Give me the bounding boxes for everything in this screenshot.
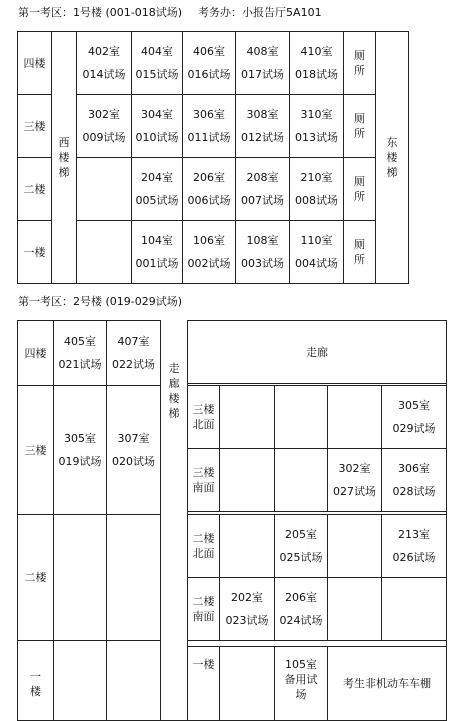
room-202: 202室 023试场	[220, 578, 275, 641]
empty-cell	[54, 515, 107, 641]
building1-table	[17, 31, 409, 284]
wing-2f-south: 二楼 南面	[188, 578, 220, 641]
empty-cell	[328, 386, 382, 449]
floor-label-4f: 四楼	[18, 321, 54, 386]
empty-cell	[275, 386, 328, 449]
zone1-title: 第一考区：1号楼 (001-018试场)	[18, 6, 183, 19]
empty-cell	[328, 515, 382, 578]
floor-label: 三楼	[18, 95, 52, 158]
wing-3f-north: 三楼 北面	[188, 386, 220, 449]
floor-label-2f: 二楼	[18, 515, 54, 641]
wing-2f-north: 二楼 北面	[188, 515, 220, 578]
room-104: 104室 001试场	[132, 221, 183, 284]
room-410: 410室 018试场	[290, 32, 344, 95]
toilet: 厕 所	[344, 158, 376, 221]
room-205: 205室 025试场	[275, 515, 328, 578]
room-206: 206室 006试场	[183, 158, 236, 221]
building2-caption: 第一考区：2号楼 (019-029试场)	[18, 295, 183, 308]
bicycle-shed: 考生非机动车车棚	[328, 647, 447, 721]
empty-cell	[54, 647, 107, 721]
toilet: 厕 所	[344, 95, 376, 158]
room-110: 110室 004试场	[290, 221, 344, 284]
room-206: 206室 024试场	[275, 578, 328, 641]
room-305: 305室 019试场	[54, 386, 107, 515]
west-stair: 西 楼 梯	[52, 32, 77, 284]
exam-office-label: 考务办：小报告厅5A101	[198, 6, 322, 19]
room-302: 302室 027试场	[328, 449, 382, 512]
floor-label-1f: 一 楼	[18, 647, 54, 721]
b1-row-4f	[18, 32, 409, 95]
building1-caption	[18, 4, 322, 20]
room-306: 306室 028试场	[382, 449, 447, 512]
room-105: 105室 备用试 场	[275, 647, 328, 721]
empty-cell	[220, 449, 275, 512]
room-108: 108室 003试场	[236, 221, 290, 284]
room-404: 404室 015试场	[132, 32, 183, 95]
empty-cell	[275, 449, 328, 512]
room-213: 213室 026试场	[382, 515, 447, 578]
floor-label-3f: 三楼	[18, 386, 54, 515]
room-407: 407室 022试场	[107, 321, 161, 386]
b1-row-1f	[18, 221, 409, 284]
wing-1f: 一楼	[188, 647, 220, 721]
empty-cell	[328, 578, 382, 641]
room-406: 406室 016试场	[183, 32, 236, 95]
empty-cell	[220, 386, 275, 449]
wing-3f-south: 三楼 南面	[188, 449, 220, 512]
empty-cell	[220, 647, 275, 721]
floor-label: 一楼	[18, 221, 52, 284]
toilet: 厕 所	[344, 221, 376, 284]
east-stair: 东 楼 梯	[376, 32, 409, 284]
b1-row-3f	[18, 95, 409, 158]
empty-cell	[77, 221, 132, 284]
room-106: 106室 002试场	[183, 221, 236, 284]
toilet: 厕 所	[344, 32, 376, 95]
empty-cell	[220, 515, 275, 578]
empty-cell	[77, 158, 132, 221]
room-208: 208室 007试场	[236, 158, 290, 221]
building2-table	[17, 320, 447, 721]
room-210: 210室 008试场	[290, 158, 344, 221]
empty-cell	[382, 578, 447, 641]
room-408: 408室 017试场	[236, 32, 290, 95]
b1-row-2f	[18, 158, 409, 221]
room-306: 306室 011试场	[183, 95, 236, 158]
floor-label: 四楼	[18, 32, 52, 95]
empty-cell	[107, 647, 161, 721]
room-307: 307室 020试场	[107, 386, 161, 515]
room-302: 302室 009试场	[77, 95, 132, 158]
room-405: 405室 021试场	[54, 321, 107, 386]
corridor: 走廊	[188, 321, 447, 384]
empty-cell	[107, 515, 161, 641]
room-308: 308室 012试场	[236, 95, 290, 158]
floor-label: 二楼	[18, 158, 52, 221]
room-204: 204室 005试场	[132, 158, 183, 221]
room-305-b2: 305室 029试场	[382, 386, 447, 449]
room-310: 310室 013试场	[290, 95, 344, 158]
room-402: 402室 014试场	[77, 32, 132, 95]
room-304: 304室 010试场	[132, 95, 183, 158]
corridor-stair: 走 廊 楼 梯	[161, 321, 188, 721]
